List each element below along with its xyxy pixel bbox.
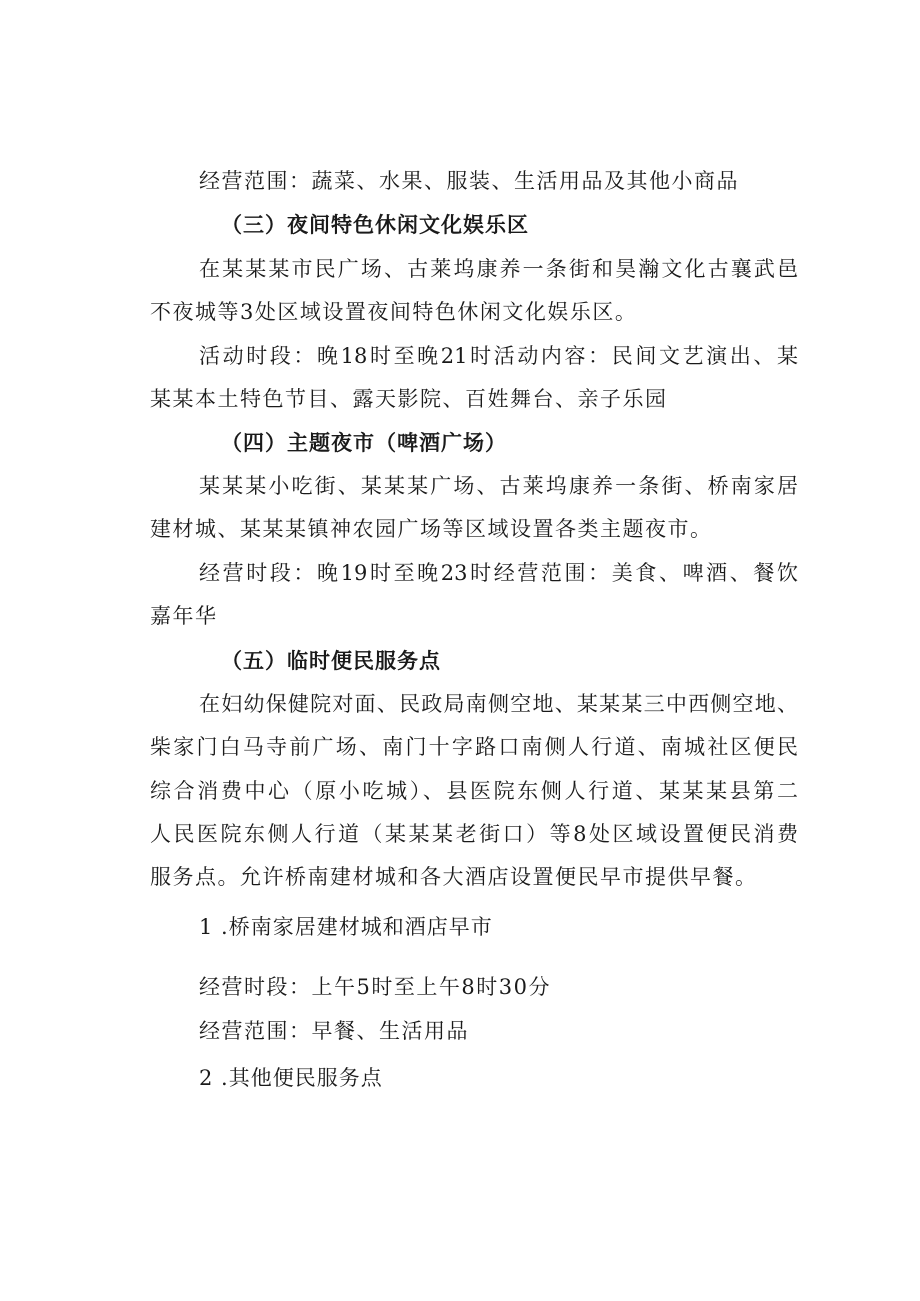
text-line-para4-3: 经营时段：晚19时至晚23时经营范围：美食、啤酒、餐饮 (199, 561, 798, 585)
text-line-para5-2: 柴家门白马寺前广场、南门十字路口南侧人行道、南城社区便民 (150, 735, 798, 759)
section-heading-5: （五）临时便民服务点 (221, 648, 441, 673)
text-line-para4-2: 建材城、某某某镇神农园广场等区域设置各类主题夜市。 (150, 517, 713, 541)
text-line-para5-3: 综合消费中心（原小吃城）、县医院东侧人行道、某某某县第二 (150, 779, 798, 803)
text-line-para3-2: 不夜城等3处区域设置夜间特色休闲文化娱乐区。 (150, 300, 638, 324)
text-line-para5-4: 人民医院东侧人行道（某某某老街口）等8处区域设置便民消费 (150, 822, 798, 846)
text-line-activity-2: 某某本土特色节目、露天影院、百姓舞台、亲子乐园 (150, 387, 668, 411)
text-line-para4-4: 嘉年华 (150, 604, 218, 628)
text-line-para5-1: 在妇幼保健院对面、民政局南侧空地、某某某三中西侧空地、 (199, 692, 798, 716)
text-line-item1-hours: 经营时段：上午5时至上午8时30分 (199, 975, 551, 999)
section-heading-3: （三）夜间特色休闲文化娱乐区 (221, 212, 529, 237)
text-line-activity-1: 活动时段：晚18时至晚21时活动内容：民间文艺演出、某 (199, 344, 798, 368)
subheading-item-1: 1 .桥南家居建材城和酒店早市 (199, 915, 493, 939)
subheading-item-2: 2 .其他便民服务点 (199, 1066, 383, 1090)
text-line-para4-1: 某某某小吃街、某某某广场、古莱坞康养一条街、桥南家居 (199, 474, 798, 498)
text-line-para5-5: 服务点。允许桥南建材城和各大酒店设置便民早市提供早餐。 (150, 865, 758, 889)
text-line-para3-1: 在某某某市民广场、古莱坞康养一条街和昊瀚文化古襄武邑 (199, 257, 798, 281)
text-line-item1-scope: 经营范围：早餐、生活用品 (199, 1019, 469, 1043)
section-heading-4: （四）主题夜市（啤酒广场） (221, 430, 507, 455)
text-line-business-scope-1: 经营范围：蔬菜、水果、服装、生活用品及其他小商品 (199, 169, 739, 193)
